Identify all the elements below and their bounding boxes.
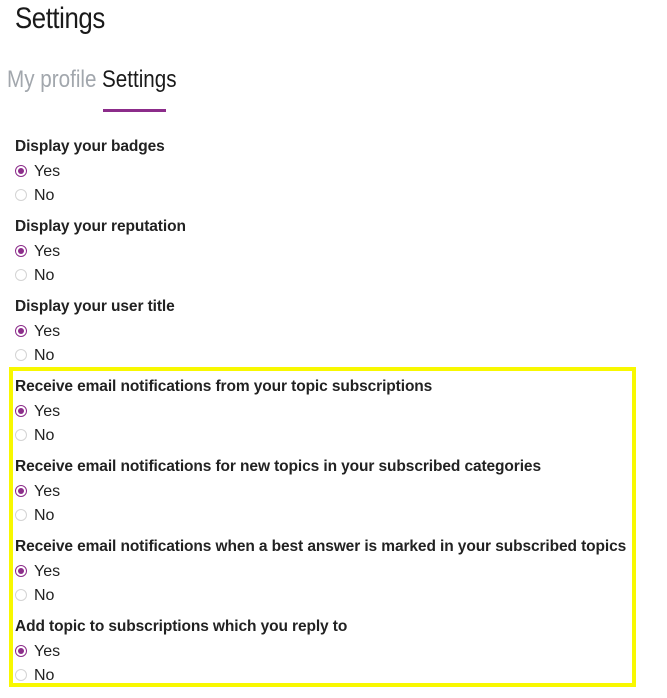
option-label: No	[34, 347, 55, 364]
radio-option-yes[interactable]	[15, 482, 60, 502]
active-tab-indicator	[103, 109, 166, 112]
radio-checked-icon[interactable]	[15, 165, 27, 177]
radio-option-no[interactable]	[15, 666, 54, 686]
radio-unchecked-icon[interactable]	[15, 509, 27, 521]
option-label: Yes	[34, 403, 61, 420]
page-title: Settings	[15, 2, 105, 35]
setting-label: Display your badges	[15, 138, 165, 155]
option-label: No	[34, 507, 55, 524]
option-label: Yes	[34, 163, 61, 180]
highlight-box	[9, 367, 636, 687]
setting-label: Display your reputation	[15, 218, 186, 235]
radio-checked-icon[interactable]	[15, 645, 27, 657]
radio-unchecked-icon[interactable]	[15, 589, 27, 601]
option-label: No	[34, 667, 55, 684]
radio-option-no[interactable]	[15, 266, 54, 286]
radio-option-no[interactable]	[15, 186, 54, 206]
radio-option-no[interactable]	[15, 586, 54, 606]
radio-checked-icon[interactable]	[15, 565, 27, 577]
radio-checked-icon[interactable]	[15, 245, 27, 257]
radio-checked-icon[interactable]	[15, 485, 27, 497]
setting-label: Receive email notifications from your topic subscriptions	[15, 378, 433, 395]
tab-settings[interactable]: Settings	[102, 66, 177, 93]
radio-unchecked-icon[interactable]	[15, 429, 27, 441]
setting-label: Receive email notifications for new topics in your subscribed categories	[15, 458, 541, 475]
radio-checked-icon[interactable]	[15, 405, 27, 417]
radio-option-yes[interactable]	[15, 562, 60, 582]
option-label: Yes	[34, 243, 61, 260]
radio-option-no[interactable]	[15, 506, 54, 526]
radio-unchecked-icon[interactable]	[15, 269, 27, 281]
radio-unchecked-icon[interactable]	[15, 349, 27, 361]
radio-option-yes[interactable]	[15, 242, 60, 262]
radio-checked-icon[interactable]	[15, 325, 27, 337]
radio-option-yes[interactable]	[15, 322, 60, 342]
option-label: No	[34, 267, 55, 284]
radio-option-no[interactable]	[15, 346, 54, 366]
setting-label: Receive email notifications when a best answer is marked in your subscribed topics	[15, 538, 627, 555]
setting-label: Display your user title	[15, 298, 175, 315]
option-label: Yes	[34, 483, 61, 500]
radio-unchecked-icon[interactable]	[15, 669, 27, 681]
option-label: No	[34, 587, 55, 604]
radio-option-yes[interactable]	[15, 402, 60, 422]
option-label: Yes	[34, 323, 61, 340]
option-label: No	[34, 427, 55, 444]
setting-label: Add topic to subscriptions which you reply to	[15, 618, 348, 635]
tab-my-profile[interactable]: My profile	[7, 66, 97, 93]
radio-option-yes[interactable]	[15, 162, 60, 182]
option-label: Yes	[34, 643, 61, 660]
radio-unchecked-icon[interactable]	[15, 189, 27, 201]
radio-option-yes[interactable]	[15, 642, 60, 662]
option-label: No	[34, 187, 55, 204]
radio-option-no[interactable]	[15, 426, 54, 446]
option-label: Yes	[34, 563, 61, 580]
